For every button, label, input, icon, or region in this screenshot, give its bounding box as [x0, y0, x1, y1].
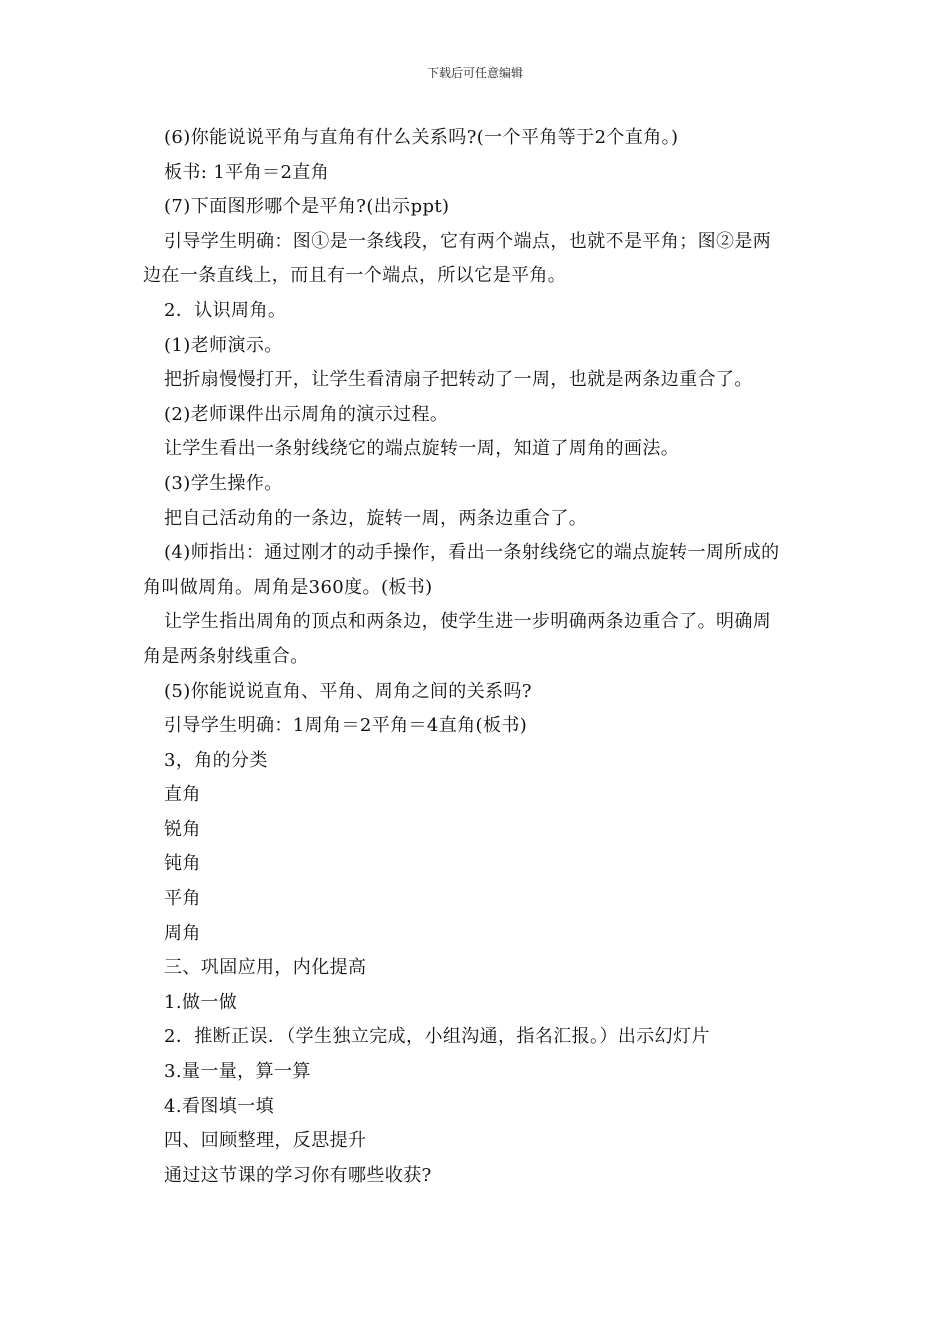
paragraph-line: 钝角 — [164, 853, 201, 875]
paragraph-line: 引导学生明确：1周角＝2平角＝4直角(板书) — [164, 715, 528, 737]
paragraph-line: (2)老师课件出示周角的演示过程。 — [164, 403, 449, 425]
paragraph-line: 板书: 1平角＝2直角 — [164, 161, 330, 183]
paragraph-line: 4.看图填一填 — [164, 1095, 274, 1117]
paragraph-line: 让学生指出周角的顶点和两条边，使学生进一步明确两条边重合了。明确周 — [164, 611, 772, 633]
paragraph-line: (5)你能说说直角、平角、周角之间的关系吗? — [164, 680, 532, 702]
paragraph-line: (1)老师演示。 — [164, 334, 283, 356]
paragraph-line: 角叫做周角。周角是360度。(板书) — [143, 576, 433, 598]
paragraph-line: 锐角 — [164, 818, 201, 840]
paragraph-line: 直角 — [164, 784, 201, 806]
paragraph-line: 引导学生明确：图①是一条线段，它有两个端点，也就不是平角；图②是两 — [164, 230, 772, 252]
paragraph-line: 2．推断正误．（学生独立完成，小组沟通，指名汇报。）出示幻灯片 — [164, 1026, 710, 1048]
paragraph-line: 三、巩固应用，内化提高 — [164, 957, 367, 979]
paragraph-line: 平角 — [164, 888, 201, 910]
paragraph-line: (7)下面图形哪个是平角?(出示ppt) — [164, 196, 450, 218]
paragraph-line: 把折扇慢慢打开，让学生看清扇子把转动了一周，也就是两条边重合了。 — [164, 369, 753, 391]
paragraph-line: 1.做一做 — [164, 991, 238, 1013]
paragraph-line: 角是两条射线重合。 — [143, 645, 309, 667]
paragraph-line: 让学生看出一条射线绕它的端点旋转一周，知道了周角的画法。 — [164, 438, 680, 460]
paragraph-line: 周角 — [164, 922, 201, 944]
paragraph-line: 3.量一量，算一算 — [164, 1061, 311, 1083]
paragraph-line: 2．认识周角。 — [164, 299, 287, 321]
paragraph-line: (4)师指出：通过刚才的动手操作，看出一条射线绕它的端点旋转一周所成的 — [164, 542, 780, 564]
paragraph-line: 3，角的分类 — [164, 749, 268, 771]
paragraph-line: 通过这节课的学习你有哪些收获? — [164, 1164, 432, 1186]
paragraph-line: 把自己活动角的一条边，旋转一周，两条边重合了。 — [164, 507, 588, 529]
paragraph-line: (6)你能说说平角与直角有什么关系吗?(一个平角等于2个直角。) — [164, 127, 679, 148]
paragraph-line: 边在一条直线上，而且有一个端点，所以它是平角。 — [143, 265, 567, 287]
page-header: 下载后可任意编辑 — [426, 66, 523, 80]
document-body — [143, 121, 811, 1193]
paragraph-line: 四、回顾整理，反思提升 — [164, 1130, 367, 1152]
paragraph-line: (3)学生操作。 — [164, 472, 283, 494]
